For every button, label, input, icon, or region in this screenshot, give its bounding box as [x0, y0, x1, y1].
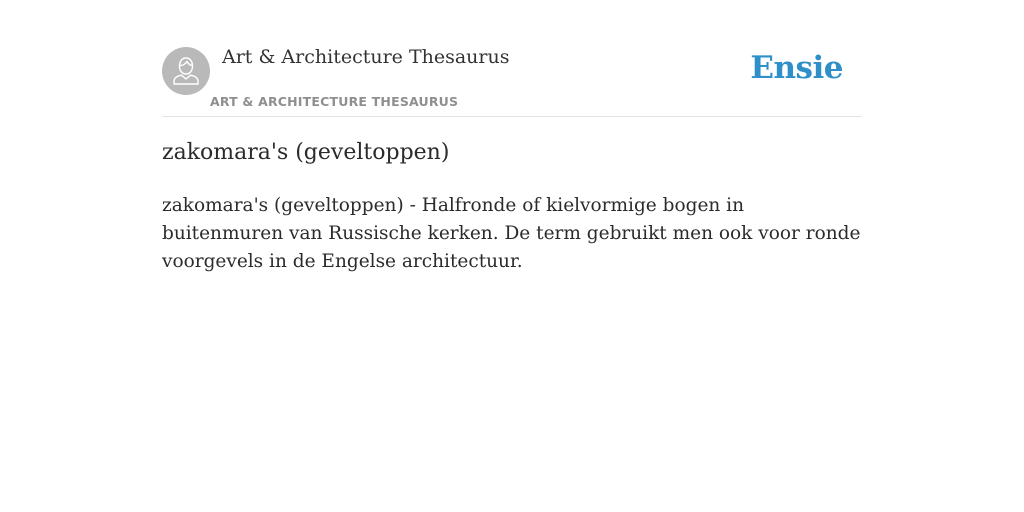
author-subtitle: ART & ARCHITECTURE THESAURUS	[210, 94, 459, 109]
user-icon	[162, 47, 210, 95]
avatar[interactable]	[162, 47, 210, 95]
ensie-logo[interactable]: Ensie	[750, 50, 843, 86]
entry-header	[162, 0, 862, 117]
entry-body: zakomara's (geveltoppen) - Halfronde of kielvormige bogen in buitenmuren van Russische kerken. De term gebruikt men ook voor ronde voorgevels in de Engelse architectuur.	[162, 195, 861, 272]
author-name-link[interactable]: Art & Architecture Thesaurus	[222, 46, 510, 68]
entry-title: zakomara's (geveltoppen)	[162, 140, 450, 165]
page-container	[162, 0, 862, 272]
